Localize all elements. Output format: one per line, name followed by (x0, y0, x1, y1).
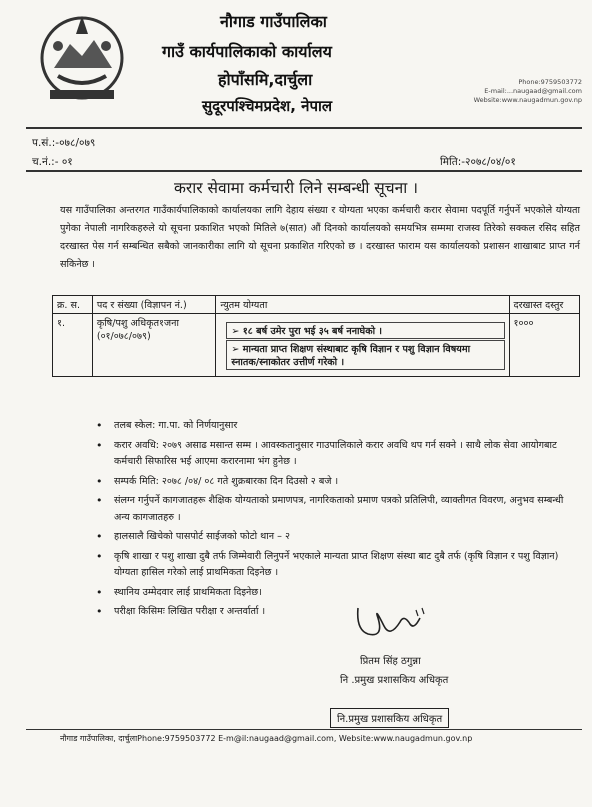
office-location: होपाँसमि,दार्चुला (218, 70, 313, 89)
intro-paragraph: यस गाउँपालिका अन्तरगत गाउँकार्यपालिकाको कार्यालयका लागि देहाय संख्या र योग्यता भएका कर्मचारी करार सेवामा पदपूर्ति गर्नुपर्ने भएकोले योग्यता पुगेका नेपाली नागरिकहरुले यो सूचना प्रकाशित भएको मितिले ७(सात) औं दिनको कार्यालयको समयभित्र सम्ममा राजस्व तिरेको सक्कल रसिद सहित दरखास्त पेस गर्न सम्बन्धित सबैको जानकारीका लागि यो सूचना प्रकाशित गरिएको छ । दरखास्त फाराम यस कार्यालयको प्रशासन शाखाबाट प्राप्त गर्न सकिनेछ । (60, 205, 580, 270)
list-item: • स्थानिय उम्मेदवार लाई प्राथमिकता दिइनेछ। (104, 585, 580, 602)
list-item: • सम्पर्क मिति: २०७८ /०४/ ०८ गते शुक्रबारका दिन दिउसो २ बजे । (104, 474, 580, 491)
cell-sn: १. (53, 314, 93, 377)
nepal-emblem-icon (36, 6, 128, 106)
notice-title: करार सेवामा कर्मचारी लिने सम्बन्धी सूचना । (173, 179, 419, 197)
list-item: • करार अवधि: २०७९ असाढ मसान्त सम्म । आवस्कतानुसार गाउपालिकाले करार अवधि थप गर्न सक्ने । साथै लोक सेवा आयोगबाट कर्मचारी सिफारिस भई आएमा करारनामा भंग हुनेछ । (104, 438, 580, 471)
official-stamp: नि.प्रमुख प्रशासकिय अधिकृत (330, 708, 449, 728)
table-row (53, 314, 580, 377)
header-post: पद र संख्या (विज्ञापन नं.) (92, 296, 216, 314)
terms-list (104, 418, 580, 624)
list-item: • हालसालै खिचेको पासपोर्ट साईजको फोटो थान – २ (104, 529, 580, 546)
list-item: • तलब स्केल: गा.पा. को निर्णयानुसार (104, 418, 580, 435)
reference-divider (26, 170, 582, 172)
list-item: • संलग्न गर्नुपर्ने कागजातहरू शैक्षिक योग्यताको प्रमाणपत्र, नागरिकताको प्रमाण पत्रको प्रतिलिपी, व्याक्तीगत विवरण, अनुभव सम्बन्धी अन्य कागजातहरु । (104, 493, 580, 526)
reference-number: प.सं.:-०७८/०७९ (32, 137, 96, 149)
dispatch-number: च.नं.:- ०१ (32, 156, 73, 168)
signature-icon (354, 600, 434, 646)
cell-qualification (216, 314, 509, 377)
post-name: कृषि/पशु अधिकृत१जना (96, 318, 179, 329)
org-name: नौगाड गाउँपालिका (220, 12, 327, 31)
contact-email: E-mail:...naugaad@gmail.com (484, 87, 582, 95)
requirement-age: ➢ १८ बर्ष उमेर पुरा भई ३५ बर्ष ननाघेको । (226, 322, 504, 339)
footer-contact: नौगाड गाउँपालिका, दार्चुलाPhone:9759503772 E-m@il:naugaad@gmail.com, Website:www.naugadmun.gov.np (60, 734, 473, 743)
signatory-name: प्रितम सिंह ठगुन्ना (360, 656, 421, 667)
requirement-education: ➢ मान्यता प्राप्त शिक्षण संस्थाबाट कृषि विज्ञान र पशु विज्ञान विषयमा स्नातक/स्नाकोतर उत्तीर्ण गरेको । (226, 340, 504, 370)
contact-phone: Phone:9759503772 (518, 78, 582, 86)
cell-post (92, 314, 216, 377)
contact-block (472, 78, 582, 105)
vacancy-table (52, 295, 580, 377)
cell-fee: १००० (509, 314, 579, 377)
header-divider (26, 127, 582, 129)
header-sn: क्र. स. (53, 296, 93, 314)
header-fee: दरखास्त दस्तुर (509, 296, 579, 314)
header-qualification: न्युतम योग्यता (216, 296, 509, 314)
province-name: सुदूरपश्चिमप्रदेश, नेपाल (202, 97, 333, 115)
advertisement-number: (०१/०७८/०७९) (96, 331, 151, 342)
list-item: • परीक्षा किसिमः लिखित परीक्षा र अन्तर्वार्ता । (104, 604, 580, 621)
requirements-list (226, 322, 504, 370)
office-name: गाउँ कार्यपालिकाको कार्यालय (162, 42, 332, 61)
footer-divider (26, 729, 582, 730)
notice-date: मिति:-२०७८/०४/०१ (440, 156, 516, 168)
signatory-title: नि .प्रमुख प्रशासकिय अधिकृत (340, 675, 449, 686)
contact-website: Website:www.naugadmun.gov.np (473, 96, 582, 104)
list-item: • कृषि शाखा र पशु शाखा दुबै तर्फ जिम्मेवारी लिनुपर्ने भएकाले मान्यता प्राप्त शिक्षण संस्था बाट दुबै तर्फ (कृषि विज्ञान र पशु विज्ञान) योग्यता हासिल गरेको लाई प्राथमिकता दिइनेछ । (104, 549, 580, 582)
table-header-row (53, 296, 580, 314)
